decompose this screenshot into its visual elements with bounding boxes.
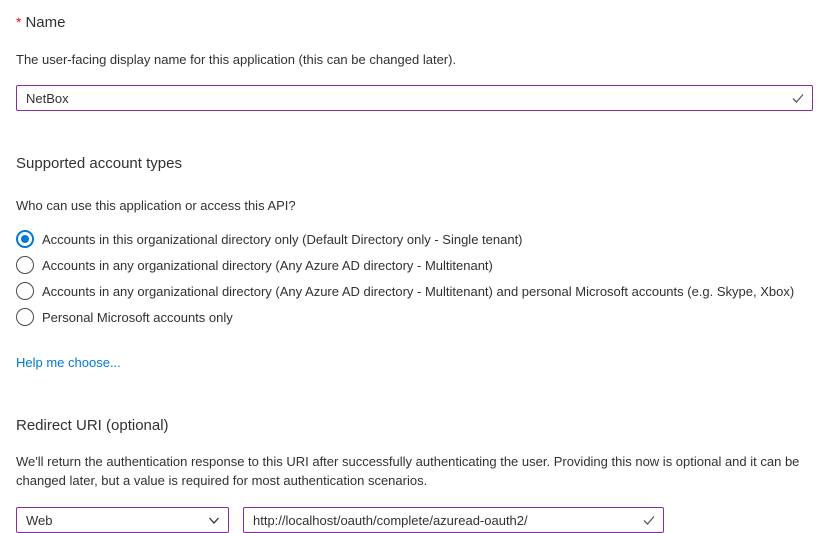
radio-unselected-icon[interactable]	[16, 282, 34, 300]
account-type-options	[16, 226, 813, 330]
platform-select-value: Web	[26, 512, 53, 528]
account-type-option[interactable]	[16, 278, 813, 304]
name-description: The user-facing display name for this application (this can be changed later).	[16, 52, 457, 67]
redirect-uri-description: We'll return the authentication response to this URI after successfully authenticating the user. Providing this now is optional and it can be changed later, but a value is required for most authentication scenarios.	[16, 454, 800, 488]
account-types-section-title: Supported account types	[16, 155, 182, 172]
radio-unselected-icon[interactable]	[16, 308, 34, 326]
account-type-option[interactable]	[16, 304, 813, 330]
radio-selected-icon[interactable]	[16, 230, 34, 248]
account-type-option-label: Accounts in any organizational directory (Any Azure AD directory - Multitenant)	[42, 257, 493, 273]
platform-select[interactable]	[16, 507, 229, 533]
name-section-title-text: Name	[25, 14, 66, 31]
account-types-question: Who can use this application or access this API?	[16, 198, 296, 213]
help-me-choose-link[interactable]: Help me choose...	[16, 355, 121, 370]
account-type-option[interactable]	[16, 252, 813, 278]
redirect-uri-section-title: Redirect URI (optional)	[16, 417, 169, 434]
redirect-uri-input[interactable]	[244, 508, 663, 532]
redirect-uri-row	[16, 507, 813, 533]
name-section-title	[16, 12, 813, 33]
name-input-box	[16, 85, 813, 111]
account-type-option-label: Accounts in this organizational directory only (Default Directory only - Single tenant)	[42, 231, 523, 247]
account-type-option-label: Accounts in any organizational directory (Any Azure AD directory - Multitenant) and personal Microsoft accounts (e.g. Skype, Xbox)	[42, 283, 795, 299]
chevron-down-icon	[207, 513, 221, 527]
name-input[interactable]	[17, 86, 812, 110]
required-asterisk: *	[16, 14, 22, 30]
account-type-option-label: Personal Microsoft accounts only	[42, 309, 233, 325]
redirect-uri-input-box	[243, 507, 664, 533]
account-type-option[interactable]	[16, 226, 813, 252]
radio-unselected-icon[interactable]	[16, 256, 34, 274]
